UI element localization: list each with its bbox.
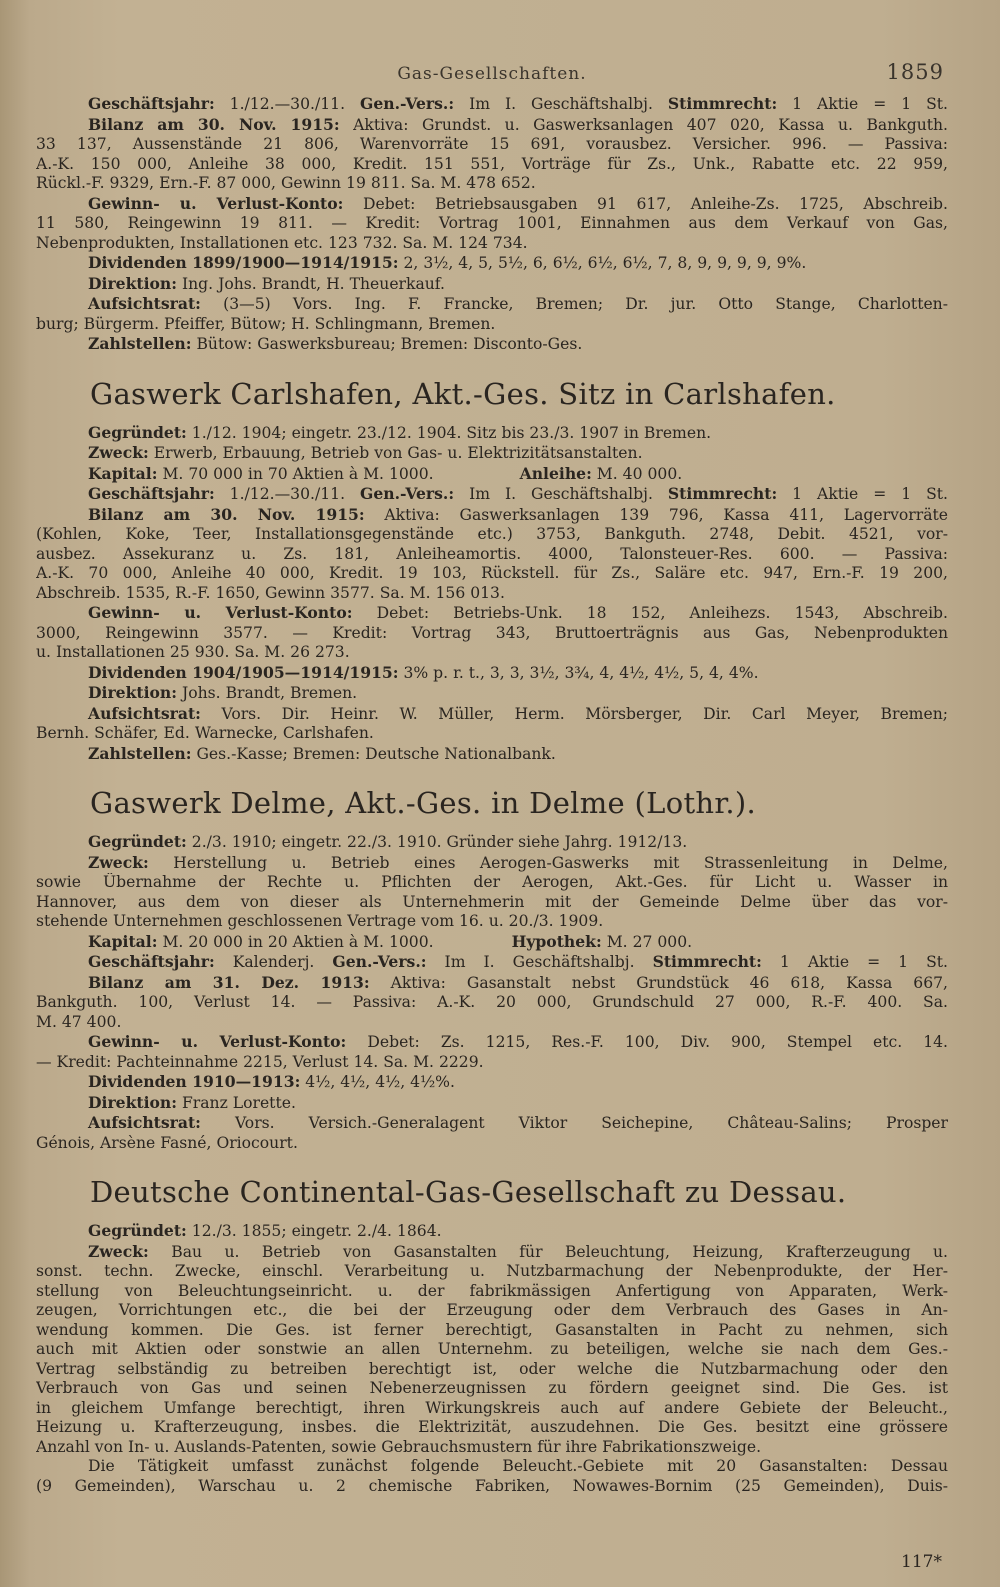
field-value: Debet: Betriebsausgaben 91 617, Anleihe-Zs. 1725, Abschreib. [343,194,948,213]
field-value: Im I. Geschäftshalbj. [454,485,668,503]
text-line: sonst. techn. Zwecke, einschl. Verarbeitung u. Nutzbarmachung der Nebenprodukte, der Her- [36,1262,948,1280]
text-line: — Kredit: Pachteinnahme 2215, Verlust 14. Sa. M. 2229. [36,1052,484,1071]
field-value: 2, 3½, 4, 5, 5½, 6, 6½, 6½, 6½, 7, 8, 9, 9, 9, 9, 9%. [398,254,807,272]
text-line [36,1093,948,1114]
field-label: Aufsichtsrat: [88,703,201,723]
field-label: Hypothek: [511,931,602,951]
field-label: Bilanz am 30. Nov. 1915: [88,114,340,134]
field-value: M. 70 000 in 70 Aktien à M. 1000. [157,464,434,483]
text-line: A.-K. 70 000, Anleihe 40 000, Kredit. 19 103, Rückstell. für Zs., Saläre etc. 947, Ern.-F. 19 200, [36,564,948,582]
field-value: 4½, 4½, 4½, 4½%. [300,1073,455,1091]
field-label: Zweck: [88,852,149,872]
text-line: wendung kommen. Die Ges. ist ferner berechtigt, Gasanstalten in Pacht zu nehmen, sich [36,1320,948,1339]
field-label: Zahlstellen: [88,743,192,763]
field-value: Debet: Zs. 1215, Res.-F. 100, Div. 900, Stempel etc. 14. [346,1033,948,1051]
field-value: 1 Aktie = 1 St. [777,485,948,503]
field-value: 1./12.—30./11. [214,95,360,113]
field-label: Kapital: [88,463,158,483]
text-line [36,423,948,444]
entry-continental-gas-dessau [36,1221,948,1496]
field-value: 3% p. r. t., 3, 3, 3½, 3¾, 4, 4½, 4½, 5, 4, 4%. [398,663,759,682]
field-value: M. 40 000. [591,464,683,483]
field-value: M. 20 000 in 20 Aktien à M. 1000. [157,932,434,951]
field-value: 1 Aktie = 1 St. [777,95,948,113]
text-line [36,683,948,704]
text-line: stellung von Beleuchtungseinricht. u. der fabrikmässigen Anfertigung von Apparaten, Werk- [36,1281,948,1300]
field-label: Stimmrecht: [667,94,778,113]
field-label: Geschäftsjahr: [88,952,215,971]
field-label: Gegründet: [88,422,187,442]
field-value: Bau u. Betrieb von Gasanstalten für Beleuchtung, Heizung, Krafterzeugung u. [148,1242,948,1261]
text-line [36,663,948,684]
text-line: 11 580, Reingewinn 19 811. — Kredit: Vortrag 1001, Einnahmen aus dem Verkauf von Gas, [36,214,948,232]
field-label: Gen.-Vers.: [360,484,455,503]
field-label: Gen.-Vers.: [360,94,455,113]
field-value: Ing. Johs. Brandt, H. Theuerkauf. [177,274,445,293]
field-label: Stimmrecht: [667,484,778,503]
text-line [36,744,948,765]
text-line: Heizung u. Krafterzeugung, insbes. die Elektrizität, auszudehnen. Die Ges. besitzt eine grössere [36,1418,948,1436]
field-value: 2./3. 1910; eingetr. 22./3. 1910. Gründer siehe Jahrg. 1912/13. [186,833,688,851]
text-line [36,603,948,624]
text-line [36,115,948,136]
field-label: Kapital: [88,931,158,951]
text-line [36,1221,948,1242]
text-line [36,1242,948,1263]
text-line [36,194,948,215]
text-line [36,294,948,315]
field-value: Aktiva: Gaswerksanlagen 139 796, Kassa 411, Lagervorräte [364,505,948,524]
field-value: Debet: Betriebs-Unk. 18 152, Anleihezs. 1543, Abschreib. [352,604,948,622]
field-value: 1./12. 1904; eingetr. 23./12. 1904. Sitz bis 23./3. 1907 in Bremen. [186,423,712,442]
field-value: Herstellung u. Betrieb eines Aerogen-Gaswerks mit Strassenleitung in Delme, [148,853,948,872]
field-label: Direktion: [88,683,178,702]
field-value: Bütow: Gaswerksbureau; Bremen: Disconto-Ges. [191,335,583,353]
text-line: M. 47 400. [36,1012,122,1031]
text-line: auch mit Aktien oder sonstwie an allen Unternehm. zu beteiligen, welche sie nach dem Ges.- [36,1340,948,1358]
page-number: 1859 [886,60,944,84]
field-label: Gewinn- u. Verlust-Konto: [88,603,353,622]
entry-gaswerk-delme [36,832,948,1153]
field-label: Gewinn- u. Verlust-Konto: [88,193,344,213]
text-line: (9 Gemeinden), Warschau u. 2 chemische Fabriken, Nowawes-Bornim (25 Gemeinden), Duis- [36,1476,948,1495]
field-label: Gegründet: [88,1221,187,1240]
field-value: (3—5) Vors. Ing. F. Francke, Bremen; Dr. jur. Otto Stange, Charlotten- [200,295,948,313]
field-value: Im I. Geschäftshalbj. [454,95,668,113]
text-line [36,274,948,295]
text-line: Die Tätigkeit umfasst zunächst folgende Beleucht.-Gebiete mit 20 Gasanstalten: Dessau [88,1457,948,1475]
catchword: 117* [901,1552,942,1572]
field-label: Aufsichtsrat: [88,1113,201,1132]
field-label: Dividenden 1910—1913: [88,1072,301,1091]
field-label: Geschäftsjahr: [88,484,215,503]
text-line: u. Installationen 25 930. Sa. M. 26 273. [36,643,350,661]
text-line [36,853,948,874]
text-line [36,334,948,355]
text-line [36,704,948,725]
field-label: Bilanz am 31. Dez. 1913: [88,972,370,992]
field-value: Erwerb, Erbauung, Betrieb von Gas- u. Elektrizitätsanstalten. [148,444,643,462]
field-value: Vors. Dir. Heinr. W. Müller, Herm. Mörsberger, Dir. Carl Meyer, Bremen; [200,704,948,723]
field-label: Zweck: [88,1241,149,1261]
text-line [36,484,948,505]
entry-title-delme: Gaswerk Delme, Akt.-Ges. in Delme (Lothr.). [90,786,757,820]
text-line: ausbez. Assekuranz u. Zs. 181, Anleiheamortis. 4000, Talonsteuer-Res. 600. — Passiva: [36,544,948,563]
text-line: (Kohlen, Koke, Teer, Installationsgegenstände etc.) 3753, Bankguth. 2748, Debit. 4521, vor- [36,525,948,543]
text-line [36,1032,948,1053]
field-value: 12./3. 1855; eingetr. 2./4. 1864. [186,1222,442,1240]
field-label: Stimmrecht: [652,952,762,971]
text-line: sowie Übernahme der Rechte u. Pflichten der Aerogen, Akt.-Ges. für Licht u. Wasser in [36,873,948,891]
field-value: 1./12.—30./11. [214,485,360,503]
field-label: Zahlstellen: [88,334,192,353]
entry-gaswerk-carlshafen [36,423,948,765]
text-line: Bankguth. 100, Verlust 14. — Passiva: A.-K. 20 000, Grundschuld 27 000, R.-F. 400. Sa. [36,993,948,1011]
text-line: Vertrag selbständig zu betreiben berechtigt ist, oder welche die Nutzbarmachung oder den [36,1359,948,1378]
text-line: Anzahl von In- u. Auslands-Patenten, sowie Gebrauchsmustern für ihre Fabrikationszweige. [36,1437,762,1456]
text-line [36,443,948,464]
text-line [36,832,948,853]
text-line [36,505,948,526]
text-line: Abschreib. 1535, R.-F. 1650, Gewinn 3577. Sa. M. 156 013. [36,583,505,602]
text-line [36,464,948,485]
running-head [36,60,948,94]
text-line: Rückl.-F. 9329, Ern.-F. 87 000, Gewinn 19 811. Sa. M. 478 652. [36,174,536,192]
text-line [36,932,948,953]
field-value: Aktiva: Gasanstalt nebst Grundstück 46 618, Kassa 667, [369,973,948,992]
entry-gas-buetow-continuation [36,94,948,355]
field-value: Vors. Versich.-Generalagent Viktor Seichepine, Château-Salins; Prosper [200,1114,948,1132]
field-label: Bilanz am 30. Nov. 1915: [88,504,365,524]
entry-title-dessau: Deutsche Continental-Gas-Gesellschaft zu Dessau. [90,1175,847,1209]
text-line [36,973,948,994]
field-value: Aktiva: Grundst. u. Gaswerksanlagen 407 020, Kassa u. Bankguth. [339,115,948,134]
text-line: in gleichem Umfange berechtigt, ihren Wirkungskreis auch auf andere Gebiete der Beleucht., [36,1398,948,1417]
text-line [36,253,948,274]
field-label: Geschäftsjahr: [88,94,215,113]
text-line: stehende Unternehmen geschlossenen Vertrage vom 16. u. 20./3. 1909. [36,912,604,930]
text-line: 3000, Reingewinn 3577. — Kredit: Vortrag 343, Bruttoerträgnis aus Gas, Nebenprodukten [36,623,948,642]
text-line: Hannover, aus dem von dieser als Unternehmerin mit der Gemeinde Delme über das vor- [36,892,948,911]
field-label: Gegründet: [88,832,187,851]
text-line: burg; Bürgerm. Pfeiffer, Bütow; H. Schlingmann, Bremen. [36,314,496,333]
text-line [36,1113,948,1134]
text-line: Verbrauch von Gas und seinen Nebenerzeugnissen zu fördern geeignet sind. Die Ges. ist [36,1379,948,1397]
text-line [36,94,948,115]
text-line [36,952,948,973]
entry-title-carlshafen: Gaswerk Carlshafen, Akt.-Ges. Sitz in Carlshafen. [90,376,836,411]
field-value: Ges.-Kasse; Bremen: Deutsche Nationalbank. [191,744,556,763]
field-value: Franz Lorette. [177,1093,296,1112]
field-label: Zweck: [88,443,149,462]
text-line: Génois, Arsène Fasné, Oriocourt. [36,1133,298,1152]
field-label: Aufsichtsrat: [88,294,201,313]
field-label: Dividenden 1899/1900—1914/1915: [88,253,399,272]
text-line: Nebenprodukten, Installationen etc. 123 732. Sa. M. 124 734. [36,233,528,252]
field-value: M. 27 000. [601,932,693,951]
field-value: Johs. Brandt, Bremen. [177,684,358,702]
field-value: Im I. Geschäftshalbj. [426,953,653,971]
field-value: Kalenderj. [214,953,333,971]
field-label: Direktion: [88,273,178,293]
field-label: Dividenden 1904/1905—1914/1915: [88,662,399,682]
text-line [36,1072,948,1093]
text-line: 33 137, Aussenstände 21 806, Warenvorräte 15 691, vorausbez. Versicher. 996. — Passiva: [36,135,948,153]
text-line: zeugen, Vorrichtungen etc., die bei der Erzeugung oder dem Verbrauch des Gases in An- [36,1301,948,1319]
field-value: 1 Aktie = 1 St. [761,953,948,971]
running-head-title: Gas-Gesellschaften. [397,64,587,84]
field-label: Anleihe: [519,463,592,483]
field-label: Direktion: [88,1092,178,1112]
field-label: Gen.-Vers.: [332,952,427,971]
field-label: Gewinn- u. Verlust-Konto: [88,1032,347,1051]
text-line: A.-K. 150 000, Anleihe 38 000, Kredit. 151 551, Vorträge für Zs., Unk., Rabatte etc. 22 959, [36,154,948,173]
text-line: Bernh. Schäfer, Ed. Warnecke, Carlshafen. [36,724,374,742]
